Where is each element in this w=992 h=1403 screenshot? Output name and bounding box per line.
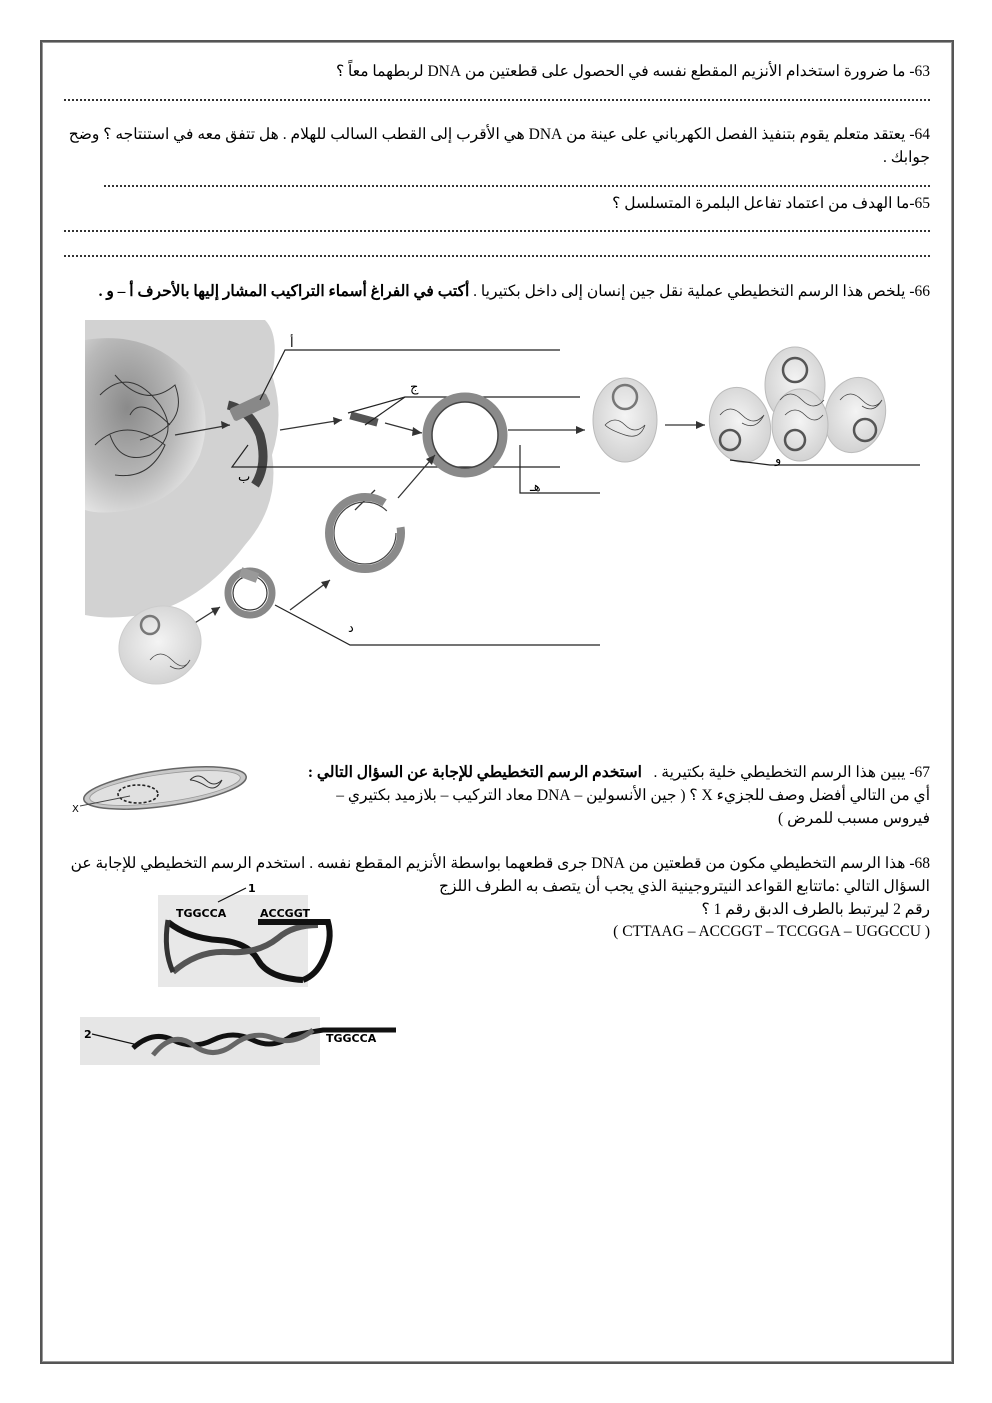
question-68-line1: 68- هذا الرسم التخطيطي مكون من قطعتين من DNA جرى قطعهما بواسطة الأنزيم المقطع نفسه . استخدم الرسم التخطيطي للإجابة عن xyxy=(70,855,930,872)
recombinant-plasmid xyxy=(427,397,503,473)
transformed-bacterium xyxy=(593,378,657,462)
question-66-text: 66- يلخص هذا الرسم التخطيطي عملية نقل جين إنسان إلى داخل بكتيريا . xyxy=(473,283,930,300)
label-w: و xyxy=(775,452,782,467)
question-68-options: ( CTTAAG – ACCGGT – TCCGGA – UGGCCU ) xyxy=(613,923,930,940)
question-63: 63- ما ضرورة استخدام الأنزيم المقطع نفسه في الحصول على قطعتين من DNA لربطهما معاً ؟ xyxy=(335,63,930,80)
question-64-line1: 64- يعتقد متعلم يقوم بتنفيذ الفصل الكهرباني على عينة من DNA هي الأقرب إلى القطب السالب للهلام . هل تتفق معه في استنتاجه ؟ وضح xyxy=(68,126,930,143)
question-67-line2: أي من التالي أفضل وصف للجزيء X ؟ ( جين الأنسولين – DNA معاد التركيب – بلازميد بكتيري – xyxy=(336,787,930,804)
cut-plasmid xyxy=(329,497,401,569)
question-67-line3: فيروس مسبب للمرض ) xyxy=(778,810,930,827)
answer-line-63[interactable] xyxy=(64,99,930,101)
label-x: X xyxy=(72,804,79,815)
pointer-d xyxy=(275,605,600,645)
pointer-b xyxy=(232,445,560,467)
label-h: هـ xyxy=(530,480,541,495)
answer-line-65a[interactable] xyxy=(64,230,930,232)
label-j: ج xyxy=(410,380,419,395)
question-66-instruction: أكتب في الفراغ أسماء التراكيب المشار إليها بالأحرف أ – و . xyxy=(98,283,470,300)
bacterial-cell-diagram xyxy=(70,762,255,818)
label-a: أ xyxy=(290,336,294,351)
answer-line-65b[interactable] xyxy=(64,255,930,257)
label-2: 2 xyxy=(84,1028,92,1041)
question-66 xyxy=(99,282,930,301)
question-67-line1 xyxy=(308,763,930,782)
dna-sticky-ends-diagram xyxy=(78,880,398,1070)
question-64-line2: جوابك . xyxy=(882,149,930,166)
answer-line-64[interactable] xyxy=(104,185,930,187)
seq-right: ACCGGT xyxy=(260,907,311,920)
arrow-2 xyxy=(280,420,342,430)
seq-sticky-1: TGGCCA xyxy=(176,907,227,920)
pointer-w xyxy=(730,460,920,465)
label-d: د xyxy=(348,621,354,636)
question-67-text: 67- يبين هذا الرسم التخطيطي خلية بكتيرية . xyxy=(653,764,930,781)
question-68-line2: السؤال التالي :ماتتابع القواعد النيتروجينية الذي يجب أن يتصف به الطرف اللزج xyxy=(438,878,930,895)
bacteria-colony xyxy=(701,347,894,469)
label-1: 1 xyxy=(248,882,256,895)
gene-transfer-diagram xyxy=(80,315,940,715)
question-65: 65-ما الهدف من اعتماد تفاعل البلمرة المتسلسل ؟ xyxy=(612,195,930,212)
label-b: ب xyxy=(238,470,251,485)
question-67-instruction: استخدم الرسم التخطيطي للإجابة عن السؤال التالي : xyxy=(307,764,642,781)
seq-sticky-2: TGGCCA xyxy=(326,1032,377,1045)
question-68-line3: رقم 2 ليرتبط بالطرف الدبق رقم 1 ؟ xyxy=(701,901,930,918)
